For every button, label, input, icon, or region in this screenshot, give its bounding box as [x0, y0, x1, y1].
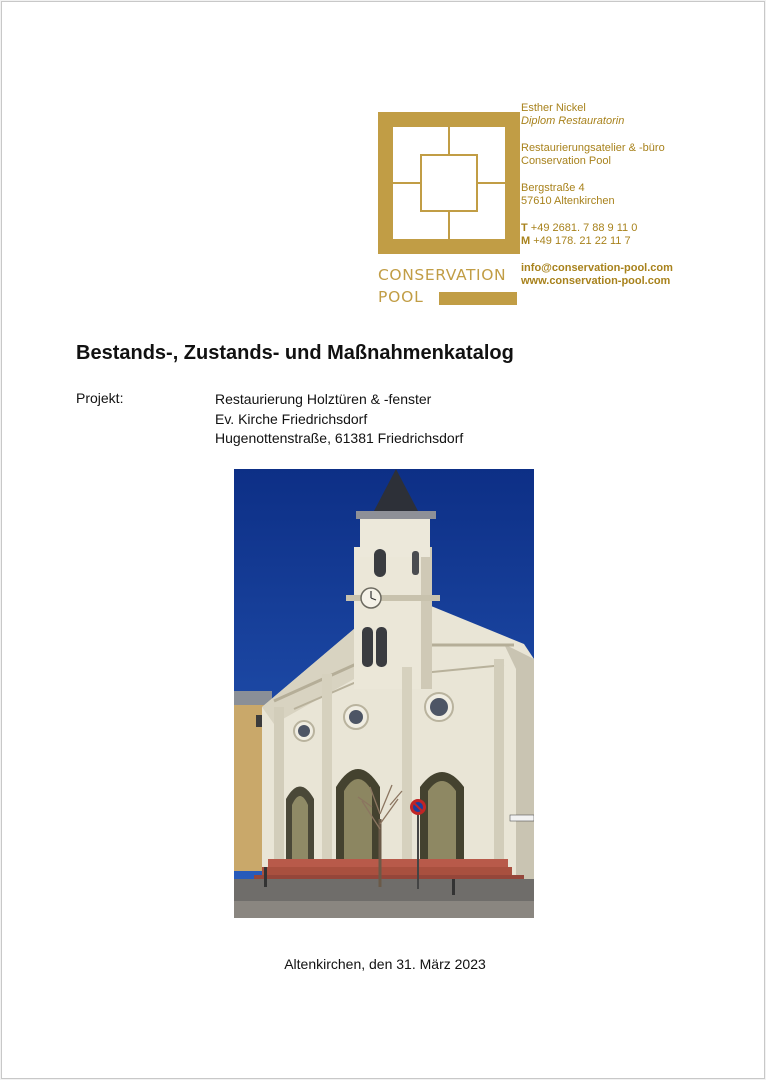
address-street: Bergstraße 4: [521, 182, 585, 194]
logo-wordmark-conservation: CONSERVATION: [378, 266, 507, 284]
mobile-line: [521, 235, 761, 248]
conservation-pool-logo-icon: [378, 112, 520, 254]
phone-number: +49 2681. 7 88 9 11 0: [530, 222, 638, 234]
place-and-date: Altenkirchen, den 31. März 2023: [284, 956, 486, 972]
contact-name: Esther Nickel: [521, 102, 586, 114]
mobile-number: +49 178. 21 22 11 7: [533, 235, 631, 247]
project-details: [215, 390, 463, 449]
project-line-2: Ev. Kirche Friedrichsdorf: [215, 410, 368, 427]
studio-line-2: Conservation Pool: [521, 155, 611, 167]
logo-bar: [439, 292, 517, 305]
project-line-3: Hugenottenstraße, 61381 Friedrichsdorf: [215, 430, 464, 446]
document-title: Bestands-, Zustands- und Maßnahmenkatalog: [76, 342, 514, 364]
email-link[interactable]: info@conservation-pool.com: [521, 262, 673, 274]
mobile-label: M: [521, 235, 531, 247]
address-city: 57610 Altenkirchen: [521, 195, 615, 207]
project-label: Projekt:: [76, 390, 124, 406]
phone-label: T: [521, 222, 528, 234]
contact-title: Diplom Restauratorin: [521, 115, 625, 127]
church-facade-photo: [234, 469, 534, 918]
phone-line: [521, 222, 761, 235]
contact-block: [521, 102, 761, 288]
studio-line-1: Restaurierungsatelier & -büro: [521, 142, 665, 154]
project-line-1: Restaurierung Holztüren & -fenster: [215, 391, 432, 407]
logo-wordmark-pool: POOL: [378, 288, 424, 306]
document-page: [1, 1, 765, 1079]
website-link[interactable]: www.conservation-pool.com: [521, 275, 671, 287]
